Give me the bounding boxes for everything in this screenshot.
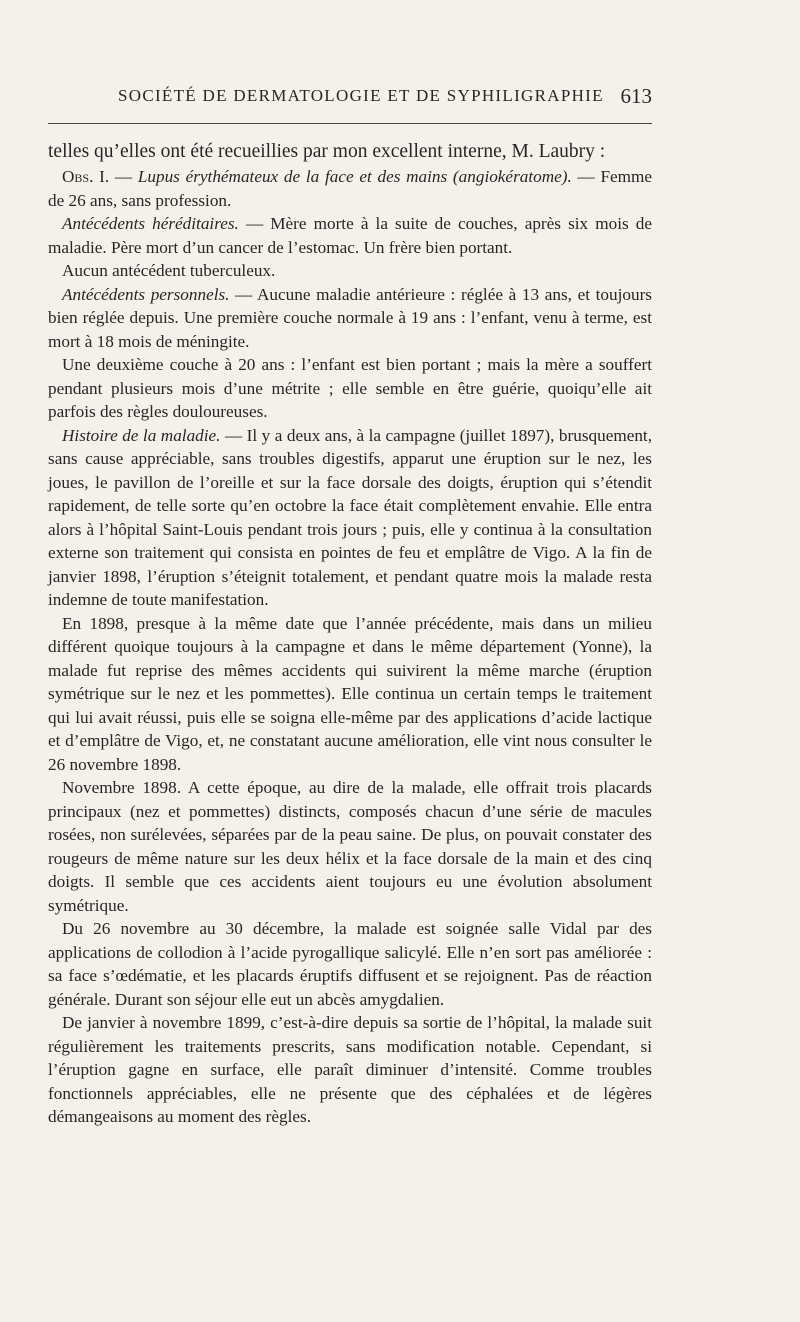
- personal-paragraph: [48, 283, 652, 354]
- observation-rest: — Femme de 26 ans, sans profession.: [48, 167, 652, 210]
- personal-heading: Antécédents personnels.: [62, 284, 230, 304]
- hereditary-heading: Antécédents héréditaires.: [62, 214, 239, 233]
- second-birth-paragraph: Une deuxième couche à 20 ans : l’enfant est bien portant ; mais la mère a souffert pendant plusieurs mois d’une métrite ; elle semble en être guérie, quoiqu’elle ait parfois des règles douloureuses.: [48, 355, 652, 421]
- history-paragraph: [48, 424, 652, 612]
- observation-label: Obs. I.: [62, 167, 110, 186]
- observation-heading-paragraph: [48, 165, 652, 212]
- personal-text: — Aucune maladie antérieure : réglée à 13 ans, et toujours bien réglée depuis. Une première couche normale à 19 ans : l’enfant, venu à terme, est mort à 18 mois de méningite.: [48, 284, 652, 351]
- tuberculosis-paragraph: Aucun antécédent tuberculeux.: [62, 261, 276, 280]
- year-1898-paragraph: En 1898, presque à la même date que l’année précédente, mais dans un milieu différent quoique toujours à la campagne et dans le même département (Yonne), la malade fut reprise des mêmes accidents qui suivirent la même marche (éruption symétrique sur le nez et les pommettes). Elle continua un certain temps le traitement qui lui avait réussi, puis elle se soigna elle-même par des applications d’acide lactique et d’emplâtre de Vigo, et, ne constatant aucune amélioration, elle vint nous consulter le 26 novembre 1898.: [48, 613, 652, 774]
- hereditary-paragraph: [48, 212, 652, 259]
- hereditary-text: — Mère morte à la suite de couches, après six mois de maladie. Père mort d’un cancer de l’estomac. Un frère bien portant.: [48, 214, 652, 257]
- intro-paragraph: telles qu’elles ont été recueillies par mon excellent interne, M. Laubry :: [48, 141, 606, 162]
- history-text: — Il y a deux ans, à la campagne (juillet 1897), brusquement, sans cause appréciable, sans troubles digestifs, apparut une éruption sur le nez, les joues, le pavillon de l’oreille et sur la face dorsale des doigts, éruption qui s’étendit rapidement, de telle sorte qu’en octobre la face était complètement envahie. Elle entra alors à l’hôpital Saint-Louis pendant trois jours ; puis, elle y continua à la consultation externe son traitement qui consista en pointes de feu et emplâtre de Vigo. A la fin de janvier 1898, l’éruption s’éteignit totalement, et pendant quatre mois la malade resta indemne de toute manifestation.: [48, 425, 652, 609]
- history-heading: Histoire de la maladie.: [62, 425, 221, 445]
- body-text: [48, 138, 652, 1129]
- running-title: SOCIÉTÉ DE DERMATOLOGIE ET DE SYPHILIGRAPHIE: [118, 86, 604, 105]
- observation-title: Lupus érythémateux de la face et des mains (angiokératome).: [137, 167, 572, 186]
- header-rule: [48, 123, 652, 124]
- january-1899-paragraph: De janvier à novembre 1899, c’est-à-dire depuis sa sortie de l’hôpital, la malade suit régulièrement les traitements prescrits, sans modification notable. Cependant, si l’éruption gagne en surface, elle paraît diminuer d’intensité. Comme troubles fonctionnels appréciables, elle ne présente que des céphalées et de légères démangeaisons au moment des règles.: [48, 1013, 652, 1126]
- november-1898-paragraph: Novembre 1898. A cette époque, au dire de la malade, elle offrait trois placards principaux (nez et pommettes) distincts, composés chacun d’une série de macules rosées, non surélevées, séparées par de la peau saine. De plus, on pouvait constater des rougeurs de même nature sur les deux hélix et la face dorsale de la main et des cinq doigts. Il semble que ces accidents aient toujours eu une évolution absolument symétrique.: [48, 778, 652, 915]
- observation-dash: —: [109, 167, 138, 186]
- running-header: [48, 86, 652, 112]
- treatment-paragraph: Du 26 novembre au 30 décembre, la malade est soignée salle Vidal par des applications de collodion à l’acide pyrogallique salicylé. Elle n’en sort pas améliorée : sa face s’œdématie, et les placards éruptifs diffusent et se rejoignent. Pas de réaction générale. Durant son séjour elle eut un abcès amygdalien.: [48, 919, 652, 1009]
- page-number: 613: [620, 84, 652, 108]
